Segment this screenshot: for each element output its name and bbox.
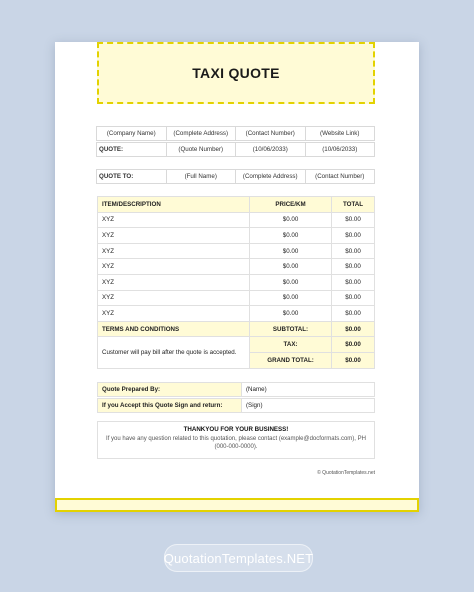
item-desc: XYZ [98, 306, 250, 322]
header-total: TOTAL [332, 197, 375, 213]
subtotal-label: SUBTOTAL: [250, 321, 332, 337]
grand-total-label: GRAND TOTAL: [250, 352, 332, 368]
accept-sign-label: If you Accept this Quote Sign and return: [97, 398, 242, 413]
accept-sign-row [97, 398, 375, 413]
item-desc: XYZ [98, 290, 250, 306]
item-total: $0.00 [332, 306, 375, 322]
quote-row [97, 142, 375, 157]
item-price: $0.00 [250, 290, 332, 306]
item-total: $0.00 [332, 259, 375, 275]
company-contact: (Contact Number) [235, 126, 306, 141]
items-header-row [98, 197, 375, 213]
title-box [97, 42, 375, 104]
grand-total-value: $0.00 [332, 352, 375, 368]
quote-document [55, 42, 419, 512]
quote-to-row [97, 169, 375, 184]
terms-text: Customer will pay bill after the quote is accepted. [98, 337, 250, 368]
accept-sign-value: (Sign) [242, 398, 375, 413]
thank-you-text: If you have any question related to this quotation, please contact (example@docformats.com), PH (000-000-0000). [106, 436, 366, 450]
item-price: $0.00 [250, 243, 332, 259]
quote-number: (Quote Number) [166, 142, 237, 157]
item-price: $0.00 [250, 259, 332, 275]
item-desc: XYZ [98, 243, 250, 259]
prepared-by-label: Quote Prepared By: [97, 382, 242, 397]
client-contact: (Contact Number) [305, 169, 376, 184]
thank-you-note [97, 421, 375, 459]
subtotal-row [98, 321, 375, 337]
company-name: (Company Name) [96, 126, 167, 141]
item-price: $0.00 [250, 306, 332, 322]
table-row [98, 306, 375, 322]
items-table [97, 196, 375, 369]
table-row [98, 228, 375, 244]
company-info-row [97, 126, 375, 141]
prepared-by-value: (Name) [242, 382, 375, 397]
item-total: $0.00 [332, 290, 375, 306]
quote-date: (10/06/2033) [235, 142, 306, 157]
client-name: (Full Name) [166, 169, 237, 184]
thank-you-heading: THANKYOU FOR YOUR BUSINESS! [183, 426, 289, 433]
item-desc: XYZ [98, 274, 250, 290]
item-desc: XYZ [98, 212, 250, 228]
table-row [98, 274, 375, 290]
item-total: $0.00 [332, 212, 375, 228]
table-row [98, 212, 375, 228]
quote-valid-date: (10/06/2033) [305, 142, 376, 157]
table-row [98, 243, 375, 259]
tax-label: TAX: [250, 337, 332, 353]
tax-value: $0.00 [332, 337, 375, 353]
item-desc: XYZ [98, 228, 250, 244]
table-row [98, 259, 375, 275]
brand-badge[interactable]: QuotationTemplates.NET [164, 544, 313, 572]
terms-label: TERMS AND CONDITIONS [98, 321, 250, 337]
prepared-by-row [97, 382, 375, 397]
item-price: $0.00 [250, 274, 332, 290]
header-price: PRICE/KM [250, 197, 332, 213]
credit-text: © QuotationTemplates.net [317, 470, 375, 476]
item-total: $0.00 [332, 243, 375, 259]
subtotal-value: $0.00 [332, 321, 375, 337]
quote-label: QUOTE: [96, 142, 167, 157]
tax-row [98, 337, 375, 353]
company-address: (Complete Address) [166, 126, 237, 141]
item-price: $0.00 [250, 228, 332, 244]
header-item: ITEM/DESCRIPTION [98, 197, 250, 213]
company-website: (Website Link) [305, 126, 376, 141]
table-row [98, 290, 375, 306]
item-total: $0.00 [332, 274, 375, 290]
item-total: $0.00 [332, 228, 375, 244]
item-price: $0.00 [250, 212, 332, 228]
footer-band [55, 498, 419, 512]
quote-to-label: QUOTE TO: [96, 169, 167, 184]
client-address: (Complete Address) [235, 169, 306, 184]
document-title: TAXI QUOTE [192, 65, 280, 81]
item-desc: XYZ [98, 259, 250, 275]
